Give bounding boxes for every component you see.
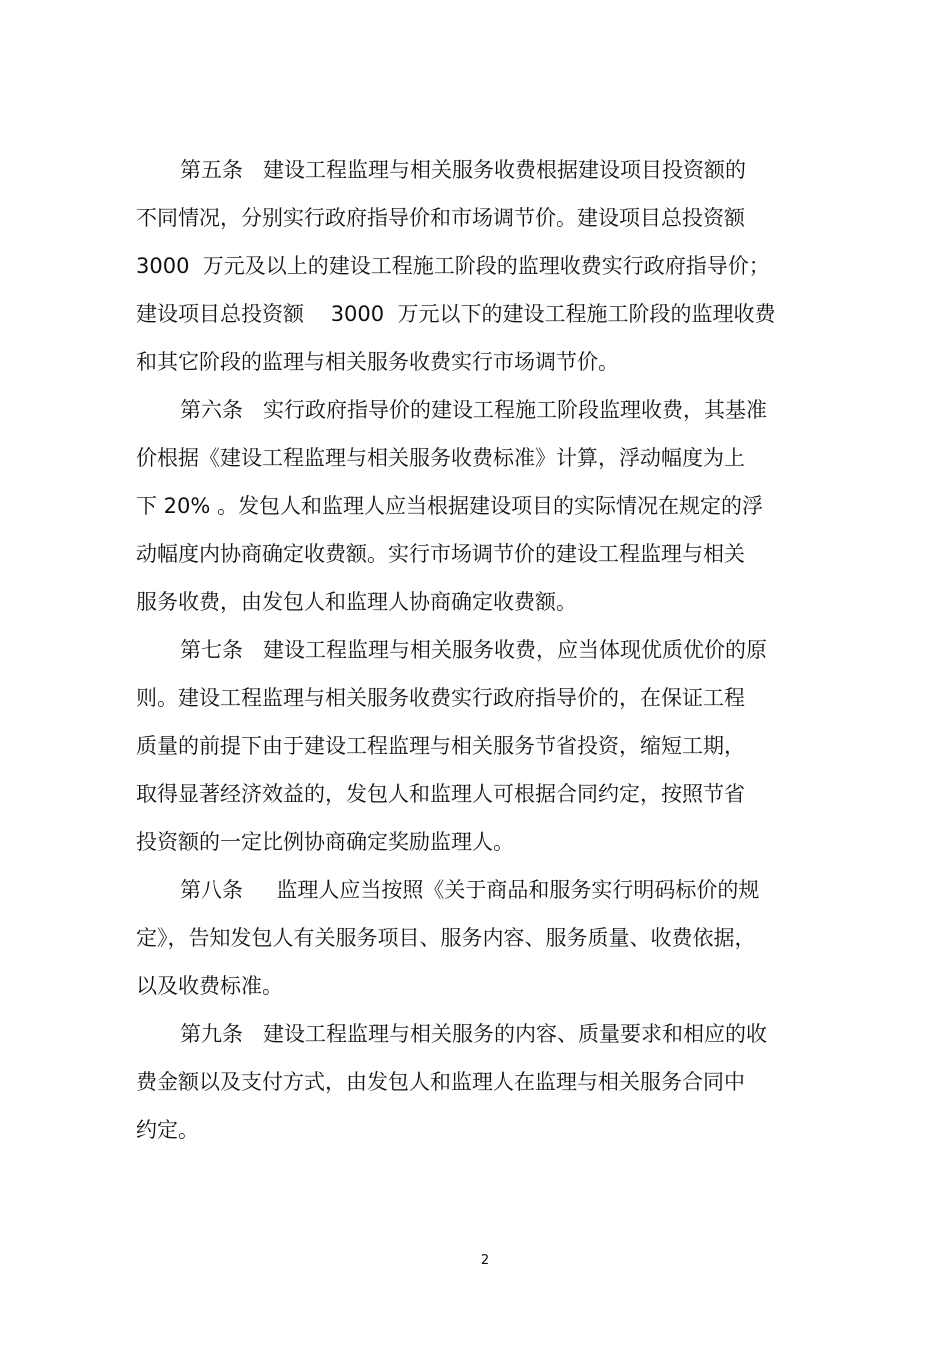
article-5-line-3: 3000 万元及以上的建设工程施工阶段的监理收费实行政府指导价； [136,254,770,278]
article-6-line-4: 动幅度内协商确定收费额。实行市场调节价的建设工程监理与相关 [136,542,745,566]
article-8-line-2: 定》，告知发包人有关服务项目、服务内容、服务质量、收费依据， [136,926,756,950]
article-5-line-1: 第五条 建设工程监理与相关服务收费根据建设项目投资额的 [180,158,747,182]
article-6-line-3: 下 20% 。发包人和监理人应当根据建设项目的实际情况在规定的浮 [136,494,764,518]
article-6-line-1: 第六条 实行政府指导价的建设工程施工阶段监理收费，其基准 [180,398,768,422]
article-9-line-1: 第九条 建设工程监理与相关服务的内容、质量要求和相应的收 [180,1022,768,1046]
article-9-line-2: 费金额以及支付方式，由发包人和监理人在监理与相关服务合同中 [136,1070,745,1094]
article-7-line-2: 则。建设工程监理与相关服务收费实行政府指导价的，在保证工程 [136,686,745,710]
article-6-line-2: 价根据《建设工程监理与相关服务收费标准》计算，浮动幅度为上 [136,446,745,470]
article-7-line-5: 投资额的一定比例协商确定奖励监理人。 [136,830,514,854]
article-6-line-5: 服务收费，由发包人和监理人协商确定收费额。 [136,590,577,614]
page-number: 2 [480,1253,490,1268]
article-7-line-4: 取得显著经济效益的，发包人和监理人可根据合同约定，按照节省 [136,782,745,806]
article-5-line-2: 不同情况，分别实行政府指导价和市场调节价。建设项目总投资额 [136,206,745,230]
article-8-line-3: 以及收费标准。 [136,974,283,998]
article-8-line-1: 第八条 监理人应当按照《关于商品和服务实行明码标价的规 [180,878,760,902]
article-7-line-1: 第七条 建设工程监理与相关服务收费，应当体现优质优价的原 [180,638,768,662]
article-5-line-4: 建设项目总投资额 3000 万元以下的建设工程施工阶段的监理收费 [136,302,776,326]
article-9-line-3: 约定。 [136,1118,199,1142]
article-7-line-3: 质量的前提下由于建设工程监理与相关服务节省投资，缩短工期， [136,734,745,758]
article-5-line-5: 和其它阶段的监理与相关服务收费实行市场调节价。 [136,350,619,374]
